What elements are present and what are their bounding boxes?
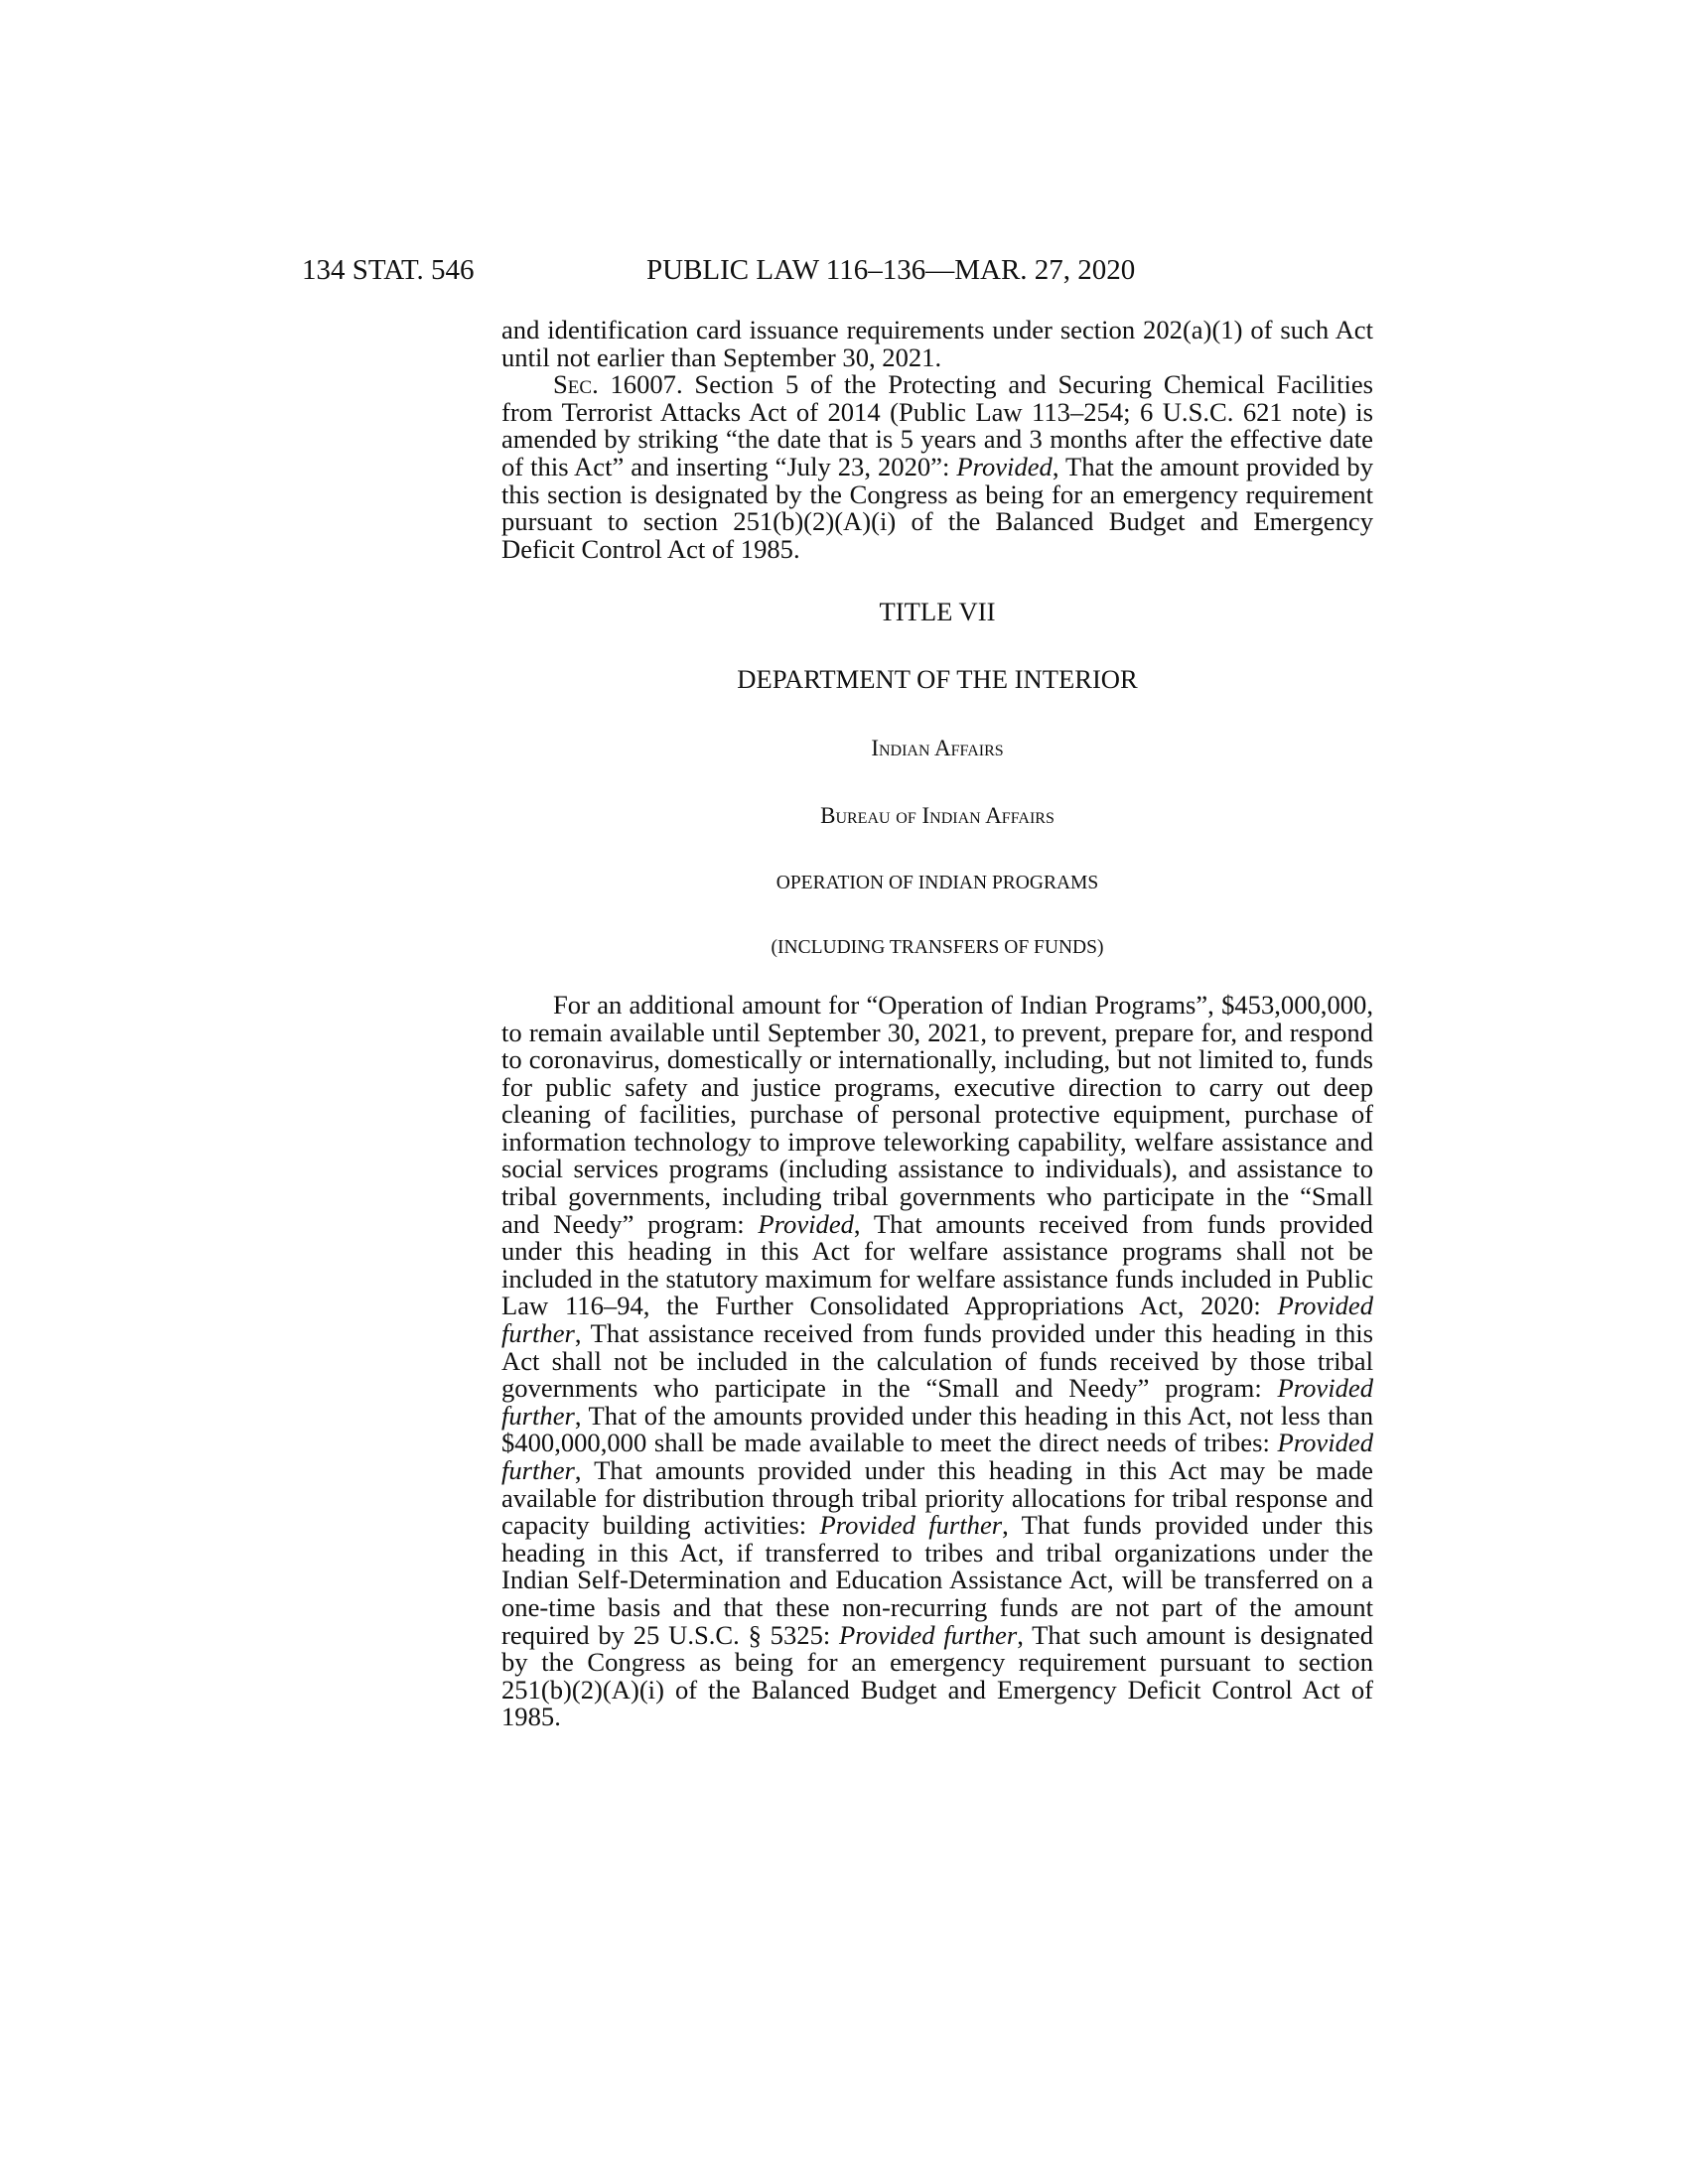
paragraph-text: , That the amount provided by this section is designated by the Congress as being for an emergency requirement pursuant to section 251(b)(2)(A)(i) of the Balanced Budget and Emergency Deficit Control Act of 1985. — [501, 451, 1374, 564]
italic-provided-further: Provided further — [501, 1291, 1373, 1349]
transfer-note-heading: (INCLUDING TRANSFERS OF FUNDS) — [771, 937, 1104, 959]
italic-provided: Provided — [956, 451, 1053, 481]
department-heading: DEPARTMENT OF THE INTERIOR — [737, 663, 1138, 694]
body-column — [501, 317, 1373, 1731]
stat-page-number: 134 STAT. 546 — [302, 254, 475, 286]
paragraph-text: , That assistance received from funds provided under this heading in this Act shall not be included in the calculation of funds received by those tribal governments who participate in the “Small and Needy” program: — [501, 1318, 1373, 1404]
title-heading: TITLE VII — [879, 597, 996, 627]
paragraph-text: , That of the amounts provided under this heading in this Act, not less than $400,000,000 shall be made available to meet the direct needs of tribes: — [501, 1400, 1373, 1458]
section-label: Sec. — [553, 369, 599, 400]
italic-provided-further: Provided further — [501, 1373, 1373, 1431]
paragraph-text: For an additional amount for “Operation of Indian Programs”, $453,000,000, to remain available until September 30, 2021, to prevent, prepare for, and respond to coronavirus, domestically or internationally, including, but not limited to, funds for public safety and justice programs, executive direction to carry out deep cleaning of facilities, purchase of personal protective equipment, purchase of information technology to improve teleworking capability, welfare assistance and social services programs (including assistance to individuals), and assistance to tribal governments, including tribal governments who participate in the “Small and Needy” program: — [501, 989, 1373, 1239]
paragraph-continuation: and identification card issuance requirements under section 202(a)(1) of such Act until not earlier than September 30, 2021. — [501, 315, 1373, 372]
account-heading: OPERATION OF INDIAN PROGRAMS — [775, 872, 1099, 893]
paragraph-text: , That funds provided under this heading in this Act, if transferred to tribes and tribal organizations under the Indian Self-Determination and Education Assistance Act, will be transferred on a one-time basis and that these non-recurring funds are not part of the amount required by 25 U.S.C. § 5325: — [501, 1510, 1374, 1650]
paragraph-operation-of-indian-programs — [501, 989, 1374, 1732]
agency-heading: Indian Affairs — [871, 735, 1004, 760]
paragraph-text: , That amounts provided under this heading in this Act may be made available for distribution through tribal priority allocations for tribal response and capacity building activities: — [501, 1455, 1373, 1541]
paragraph-sec-16007 — [501, 371, 1373, 563]
paragraph-text: , That such amount is designated by the Congress as being for an emergency requirement pursuant to section 251(b)(2)(A)(i) of the Balanced Budget and Emergency Deficit Control Act of 1985. — [501, 1619, 1374, 1732]
italic-provided-further: Provided further — [839, 1619, 1018, 1650]
italic-provided-further: Provided further — [501, 1428, 1373, 1485]
italic-provided-further: Provided further — [819, 1510, 1003, 1541]
italic-provided: Provided — [758, 1208, 854, 1239]
paragraph-text: , That amounts received from funds provided under this heading in this Act for welfare assistance programs shall not be included in the statutory maximum for welfare assistance funds included in Public Law 116–94, the Further Consolidated Appropriations Act, 2020: — [501, 1208, 1373, 1321]
running-head: PUBLIC LAW 116–136—MAR. 27, 2020 — [646, 254, 1136, 286]
paragraph-text: 16007. Section 5 of the Protecting and Securing Chemical Facilities from Terrorist Attacks Act of 2014 (Public Law 113–254; 6 U.S.C. 621 note) is amended by striking “the date that is 5 years and 3 months after the effective date of this Act” and inserting “July 23, 2020”: — [501, 369, 1373, 481]
page-header — [302, 250, 1295, 290]
bureau-heading: Bureau of Indian Affairs — [820, 803, 1055, 829]
